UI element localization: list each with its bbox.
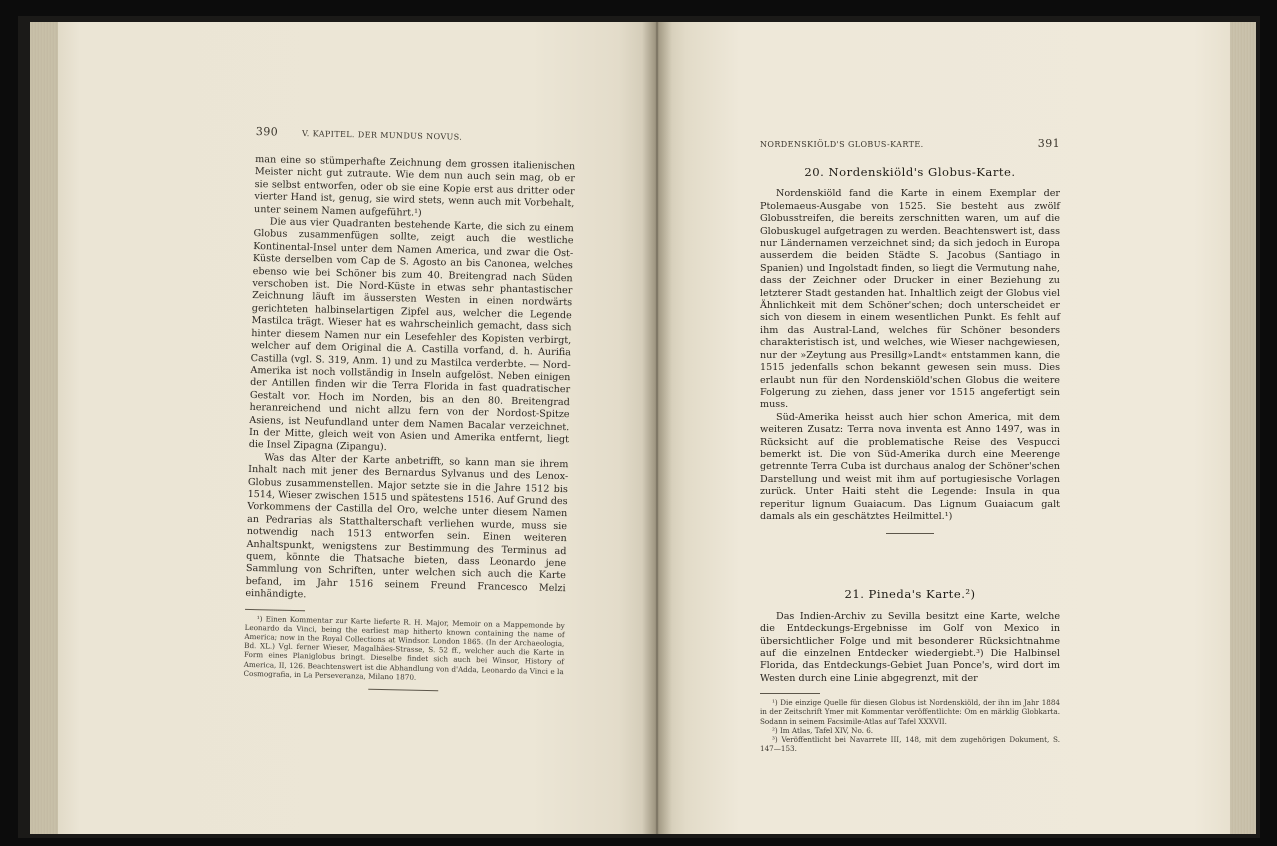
left-running-title: V. KAPITEL. DER MUNDUS NOVUS.	[301, 129, 463, 142]
right-footnotes	[760, 698, 1060, 753]
left-footnote: ¹) Einen Kommentar zur Karte lieferte R. H. Major, Memoir on a Mappemonde by Leonardo da Vinci, being the earliest map hitherto known containing the name of America; now in the Royal Collections at Windsor. London 1865. (In der Archaeologia, Bd. XL.) Vgl. ferner Wieser, Magalhães-Strasse, S. 52 ff., welcher auch die Karte in Form eines Planiglobus bringt. Dieselbe findet sich auch bei Winsor, History of America, II, 126. Beachtenswert ist die Abhandlung von d'Adda, Leonardo da Vinci e la Cosmografia, in La Perseveranza, Milano 1870.	[243, 613, 565, 682]
footnote-divider	[760, 693, 820, 694]
right-paragraph: Süd-Amerika heisst auch hier schon America, mit dem weiteren Zusatz: Terra nova inventa est Anno 1497, was in Rücksicht auf die problematische Reise des Vespucci bemerkt ist. Die von Süd-Amerika durch eine Meerenge getrennte Terra Cuba ist durchaus analog der Schöner'schen Darstellung und weist mit ihm auf portugiesische Vorlagen zurück. Unter Haiti steht die Legende: Insula in qua reperitur lignum Guaiacum. Das Lignum Guaiacum galt damals als ein geschätztes Heilmittel.¹)	[760, 411, 1060, 522]
footnote-divider	[245, 609, 305, 611]
right-running-head	[760, 138, 1060, 152]
left-page-text	[243, 126, 576, 694]
right-paragraph: Nordenskiöld fand die Karte in einem Exemplar der Ptolemaeus-Ausgabe von 1525. Sie besteht aus zwölf Globusstreifen, die bereits zerschnitten waren, um auf die Globuskugel aufgetragen zu werden. Beachtenswert ist, dass nur Ländernamen verzeichnet sind; da sich jedoch in Europa ausserdem die beiden Städte S. Jacobus (Santiago in Spanien) und Ingolstadt finden, so liegt die Vermutung nahe, dass der Zeichner oder Drucker in einer Beziehung zu letzterer Stadt gestanden hat. Inhaltlich zeigt der Globus viel Ähnlichkeit mit dem Schöner'schen; doch unterscheidet er sich von diesem in einem wesentlichen Punkt. Es fehlt auf ihm das Austral-Land, welches für Schöner besonders charakteristisch ist, und welches, wie Wieser nachgewiesen, nur der »Zeytung aus Presillg»Landt« entstammen kann, die 1515 jedenfalls schon bekannt gewesen sein muss. Dies erlaubt nun für den Nordenskiöld'schen Globus die weitere Folgerung zu ziehen, dass jener vor 1515 angefertigt sein muss.	[760, 188, 1060, 411]
left-page-number: 390	[255, 125, 279, 139]
left-footnotes	[243, 613, 564, 685]
right-footnote: ¹) Die einzige Quelle für diesen Globus ist Nordenskiöld, der ihn im Jahr 1884 in der Zeitschrift Ymer mit Kommentar veröffentlichte: Om en märklig Globkarta. Sodann in seinem Facsimile-Atlas auf Tafel XXXVII.	[760, 698, 1060, 726]
left-page-edges	[30, 22, 58, 834]
section-heading-20: 20. Nordenskiöld's Globus-Karte.	[804, 165, 1016, 179]
section-heading-21: 21. Pineda's Karte.²)	[844, 587, 976, 602]
right-page-edges	[1230, 22, 1256, 834]
right-running-title: NORDENSKIÖLD'S GLOBUS-KARTE.	[760, 140, 924, 149]
right-paragraph: Das Indien-Archiv zu Sevilla besitzt eine Karte, welche die Entdeckungs-Ergebnisse im Golf von Mexico in übersichtlicher Folge und mit besonderer Rücksichtnahme auf die einzelnen Entdecker wiedergiebt.³) Die Halbinsel Florida, das Entdeckungs-Gebiet Juan Ponce's, wird dort im Westen durch eine Linie abgegrenzt, mit der	[760, 610, 1060, 684]
book-gutter	[642, 22, 672, 834]
right-footnote: ³) Veröffentlicht bei Navarrete III, 148, mit dem zugehörigen Dokument, S. 147—153.	[760, 735, 1060, 754]
section-divider	[886, 533, 934, 534]
right-page-text	[760, 138, 1060, 753]
right-footnote: ²) Im Atlas, Tafel XIV, No. 6.	[772, 725, 874, 735]
left-paragraph: Die aus vier Quadranten bestehende Karte, die sich zu einem Globus zusammenfügen sollte, zeigt auch die westliche Kontinental-Insel unter dem Namen America, und zwar die Ost-Küste derselben vom Cap de S. Agosto an bis Canonea, welches ebenso wie bei Schöner bis zum 40. Breitengrad nach Süden verschoben ist. Die Nord-Küste in etwas sehr phantastischer Zeichnung läuft im äussersten Westen in einen nordwärts gerichteten halbinselartigen Zipfel aus, welcher die Legende Mastilca trägt. Wieser hat es wahrscheinlich gemacht, dass sich hinter diesem Namen nur ein Lesefehler des Kopisten verbirgt, welcher auf dem Original die A. Castilla vorfand, d. h. Aurifia Castilla (vgl. S. 319, Anm. 1) und zu Mastilca verderbte. — Nord-Amerika ist noch vollständig in Inseln aufgelöst. Neben einigen der Antillen finden wir die Terra Florida in fast quadratischer Gestalt vor. Hoch im Norden, bis an den 80. Breitengrad heranreichend und nicht allzu fern von der Nordost-Spitze Asiens, ist Neufundland unter dem Namen Bacalar verzeichnet. In der Mitte, gleich weit von Asien und Amerika entfernt, liegt die Insel Zipagna (Zipangu).	[248, 216, 574, 454]
left-paragraph: Was das Alter der Karte anbetrifft, so kann man sie ihrem Inhalt nach mit jener des Bernardus Sylvanus und des Lenox-Globus zusammenstellen. Major setzte sie in die Jahre 1512 bis 1514, Wieser zwischen 1515 und spätestens 1516. Auf Grund des Vorkommens der Castilla del Oro, welche unter diesem Namen an Pedrarias als Statthalterschaft verliehen wurde, muss sie notwendig nach 1513 entworfen sein. Einen weiteren Anhaltspunkt, wenigstens zur Bestimmung des Terminus ad quem, könnte die Thatsache bieten, dass Leonardo jene Sammlung von Schriften, unter welchen sich auch die Karte befand, im Jahr 1516 seinem Freund Francesco Melzi einhändigte.	[245, 452, 569, 601]
right-page-number: 391	[1037, 137, 1060, 150]
left-paragraph: man eine so stümperhafte Zeichnung dem grossen italienischen Meister nicht gut zutraute. Wie dem nun auch sein mag, ob er sie selbst entworfen, oder ob sie eine Kopie erst aus dritter oder vierter Hand ist, genug, sie wird stets, wenn auch mit Vorbehalt, unter seinem Namen aufgeführt.¹)	[253, 153, 576, 219]
